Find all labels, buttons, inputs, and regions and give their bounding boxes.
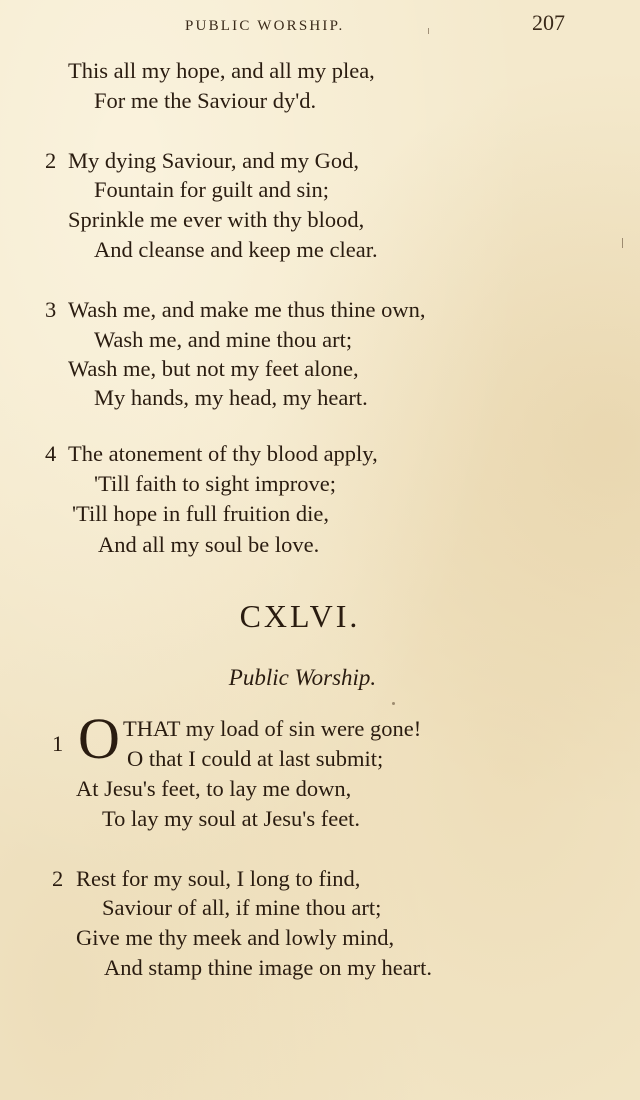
verse-line: Rest for my soul, I long to find,	[76, 866, 361, 891]
verse-line: Wash me, but not my feet alone,	[68, 356, 359, 381]
verse-line: Wash me, and mine thou art;	[94, 327, 353, 352]
stanza-number: 2	[52, 866, 64, 891]
verse-line: This all my hope, and all my plea,	[68, 58, 375, 83]
page-number: 207	[532, 10, 565, 35]
verse-line: Fountain for guilt and sin;	[94, 177, 329, 202]
verse-line: My dying Saviour, and my God,	[68, 148, 359, 173]
verse-line: The atonement of thy blood apply,	[68, 441, 378, 466]
verse-line: THAT my load of sin were gone!	[123, 716, 422, 741]
verse-line: Sprinkle me ever with thy blood,	[68, 207, 365, 232]
stanza-number: 1	[52, 731, 64, 756]
stanza-number: 4	[45, 441, 57, 466]
hymn-title: Public Worship.	[228, 665, 377, 690]
paper-speck	[392, 702, 395, 705]
verse-line: For me the Saviour dy'd.	[94, 88, 317, 113]
verse-line: Saviour of all, if mine thou art;	[102, 895, 382, 920]
drop-cap: O	[78, 706, 120, 771]
verse-line: Give me thy meek and lowly mind,	[76, 925, 395, 950]
verse-line: And cleanse and keep me clear.	[94, 237, 378, 262]
verse-line: 'Till hope in full fruition die,	[72, 501, 329, 526]
paper-speck	[428, 28, 429, 34]
verse-line: O that I could at last submit;	[127, 746, 384, 771]
verse-line: Wash me, and make me thus thine own,	[68, 297, 426, 322]
stanza-number: 3	[45, 297, 57, 322]
verse-line: And stamp thine image on my heart.	[104, 955, 433, 980]
hymn-number: CXLVI.	[239, 598, 361, 634]
verse-line: 'Till faith to sight improve;	[94, 471, 336, 496]
paper-speck	[622, 238, 623, 248]
verse-line: My hands, my head, my heart.	[94, 385, 368, 410]
running-head: PUBLIC WORSHIP.	[185, 18, 345, 34]
verse-line: To lay my soul at Jesu's feet.	[102, 806, 361, 831]
verse-line: And all my soul be love.	[98, 532, 320, 557]
stanza-number: 2	[45, 148, 57, 173]
verse-line: At Jesu's feet, to lay me down,	[76, 776, 352, 801]
